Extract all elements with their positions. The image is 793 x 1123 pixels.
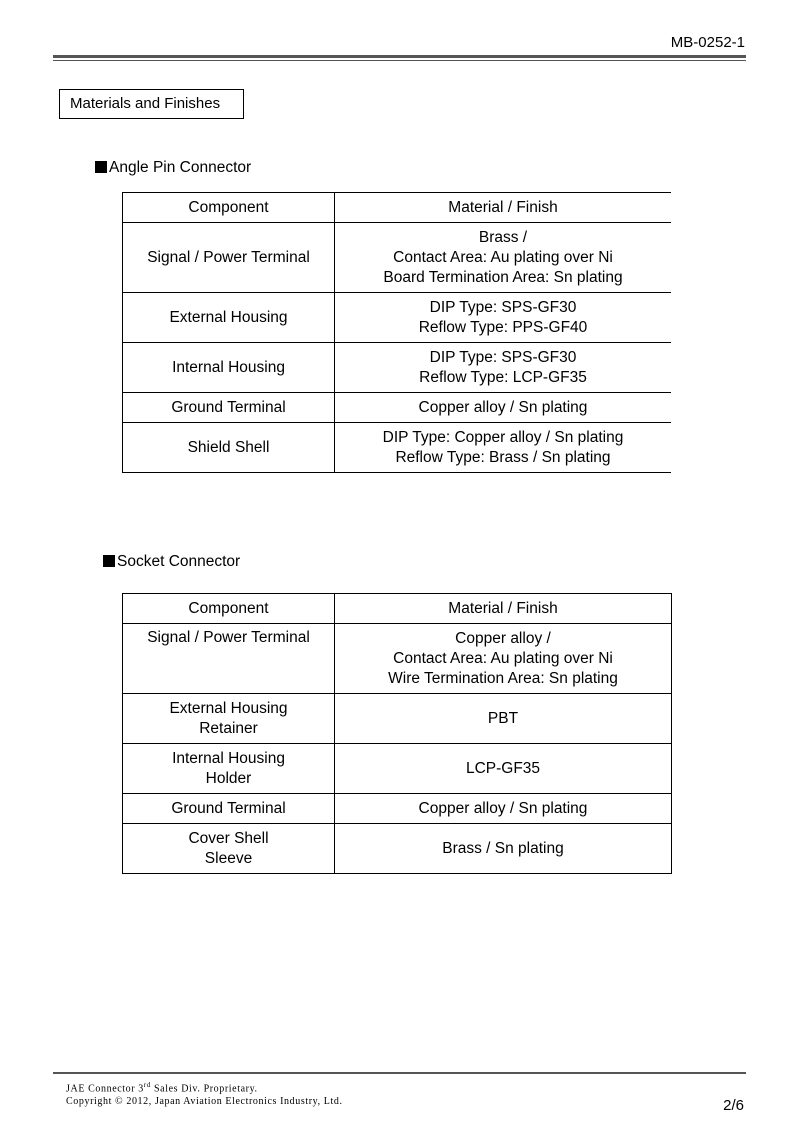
- proprietary-notice: JAE Connector 3rd Sales Div. Proprietary.: [66, 1081, 258, 1095]
- component-cell: External Housing Retainer: [123, 694, 335, 744]
- table-row: [123, 293, 672, 343]
- header-component: Component: [123, 594, 335, 624]
- material-cell: PBT: [335, 694, 672, 744]
- header-material: Material / Finish: [335, 193, 672, 223]
- bullet-square-icon: [95, 161, 107, 173]
- copyright-notice: Copyright © 2012, Japan Aviation Electronics Industry, Ltd.: [66, 1096, 343, 1108]
- component-cell: Ground Terminal: [123, 794, 335, 824]
- component-cell: Signal / Power Terminal: [123, 223, 335, 293]
- component-cell: Ground Terminal: [123, 393, 335, 423]
- page-number: 2/6: [723, 1097, 744, 1114]
- component-cell: Cover Shell Sleeve: [123, 824, 335, 874]
- component-cell: External Housing: [123, 293, 335, 343]
- table-row: [123, 624, 672, 694]
- table-header-row: [123, 193, 672, 223]
- header-component: Component: [123, 193, 335, 223]
- header-rule-thin: [53, 60, 746, 61]
- document-number: MB-0252-1: [670, 34, 745, 51]
- material-cell: DIP Type: Copper alloy / Sn plating Reflow Type: Brass / Sn plating: [335, 423, 672, 473]
- component-cell: Signal / Power Terminal: [123, 624, 335, 694]
- component-cell: Shield Shell: [123, 423, 335, 473]
- header-rule: [53, 55, 746, 58]
- component-cell: Internal Housing: [123, 343, 335, 393]
- socket-table: [122, 593, 672, 874]
- material-cell: DIP Type: SPS-GF30 Reflow Type: PPS-GF40: [335, 293, 672, 343]
- socket-heading: Socket Connector: [103, 553, 240, 571]
- angle-pin-heading: Angle Pin Connector: [95, 159, 251, 177]
- bullet-square-icon: [103, 555, 115, 567]
- table-row: [123, 694, 672, 744]
- material-cell: LCP-GF35: [335, 744, 672, 794]
- material-cell: Brass / Contact Area: Au plating over Ni Board Termination Area: Sn plating: [335, 223, 672, 293]
- angle-pin-table: [122, 192, 671, 473]
- material-cell: DIP Type: SPS-GF30 Reflow Type: LCP-GF35: [335, 343, 672, 393]
- material-cell: Copper alloy / Sn plating: [335, 393, 672, 423]
- table-row: [123, 824, 672, 874]
- section-title: Materials and Finishes: [59, 89, 244, 119]
- header-material: Material / Finish: [335, 594, 672, 624]
- table-row: [123, 423, 672, 473]
- component-cell: Internal Housing Holder: [123, 744, 335, 794]
- footer-rule: [53, 1072, 746, 1074]
- material-cell: Brass / Sn plating: [335, 824, 672, 874]
- footer-text: [66, 1079, 343, 1108]
- table-row: [123, 794, 672, 824]
- table-row: [123, 744, 672, 794]
- table-row: [123, 343, 672, 393]
- material-cell: Copper alloy / Contact Area: Au plating over Ni Wire Termination Area: Sn plating: [335, 624, 672, 694]
- table-header-row: [123, 594, 672, 624]
- table-row: [123, 223, 672, 293]
- table-row: [123, 393, 672, 423]
- material-cell: Copper alloy / Sn plating: [335, 794, 672, 824]
